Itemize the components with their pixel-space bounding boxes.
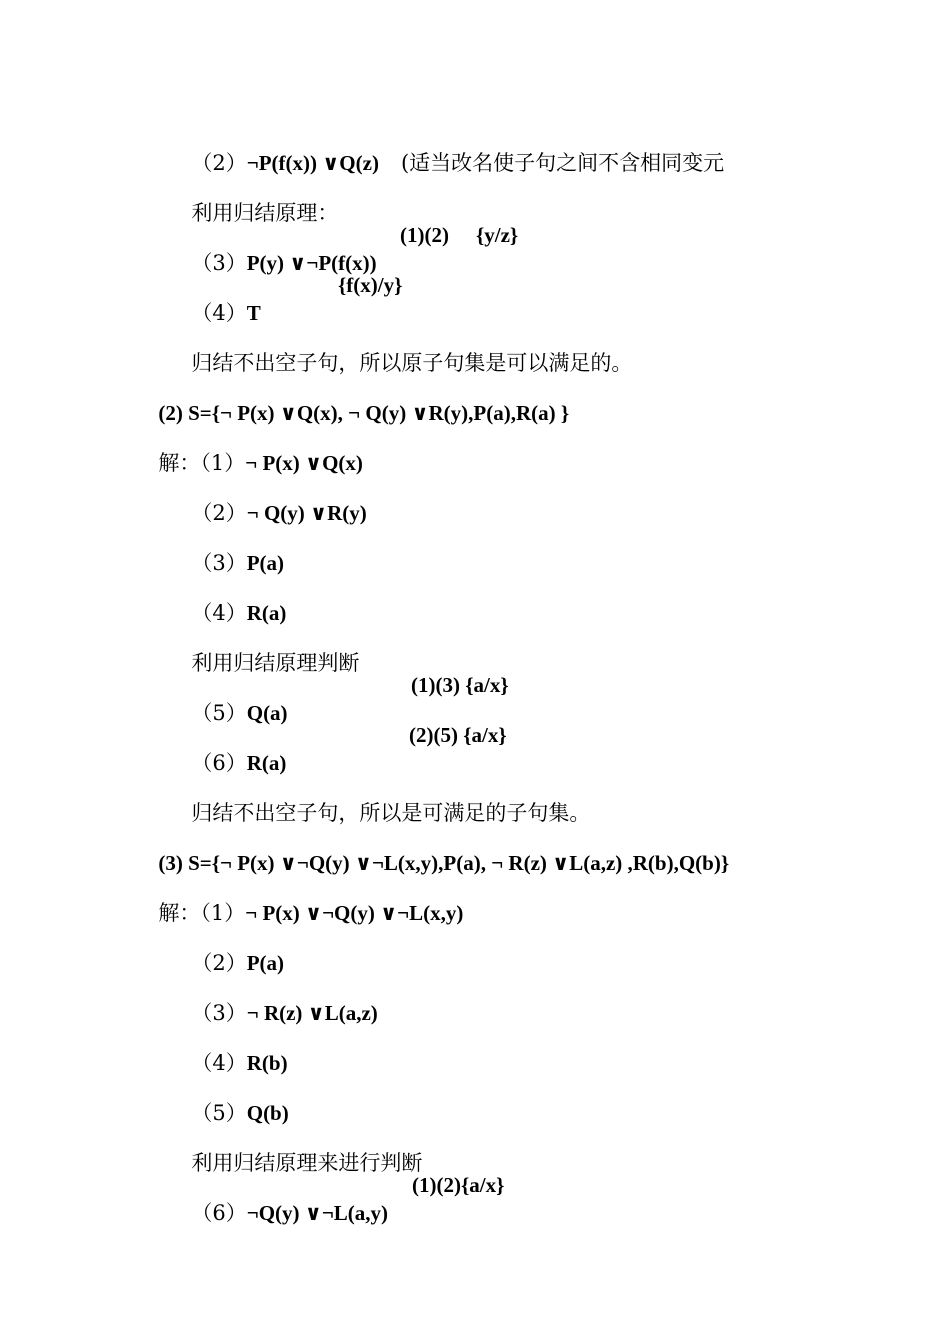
clause-formula: P(y) ∨¬P(f(x)): [246, 251, 377, 275]
clause-label: （6）: [191, 751, 247, 775]
clause-line-6: [178, 721, 286, 777]
clause-formula: R(b): [246, 1051, 288, 1075]
clause-formula: R(a): [246, 601, 287, 625]
text-line: [178, 171, 338, 227]
clause-label: （3）: [191, 1001, 247, 1025]
clause-line-3: [178, 521, 284, 577]
clause-line-5: [178, 1071, 289, 1127]
clause-label: （2）: [191, 951, 247, 975]
clause-label: （4）: [191, 1051, 247, 1075]
clause-formula: ¬ P(x) ∨Q(x): [245, 451, 363, 475]
clause-label: （5）: [191, 701, 247, 725]
clause-formula: Q(a): [246, 701, 288, 725]
clause-formula: ¬Q(y) ∨¬L(a,y): [246, 1201, 389, 1225]
clause-line-1: [145, 871, 463, 927]
heading-text: (3) S={¬ P(x) ∨¬Q(y) ∨¬L(x,y),P(a), ¬ R(z) ∨L(a,z) ,R(b),Q(b)}: [158, 851, 730, 875]
text-line: [178, 771, 590, 827]
problem-heading: [145, 371, 569, 427]
solution-prefix: 解：: [158, 901, 201, 925]
solution-prefix: 解：: [158, 451, 201, 475]
clause-label: （3）: [191, 551, 247, 575]
clause-line-1: [145, 421, 363, 477]
clause-formula: R(a): [246, 751, 287, 775]
clause-line-2: [178, 921, 284, 977]
clause-formula: ¬ Q(y) ∨R(y): [246, 501, 367, 525]
clause-label: （4）: [191, 601, 247, 625]
clause-label: （5）: [191, 1101, 247, 1125]
clause-parents: (2)(5) {a/x}: [409, 723, 507, 747]
clause-formula: ¬P(f(x)) ∨Q(z): [246, 151, 379, 175]
clause-parents: (1)(2){a/x}: [412, 1173, 505, 1197]
clause-line-4: [178, 271, 261, 327]
clause-note: (适当改名使子句之间不含相同变元: [400, 151, 725, 175]
clause-line-4: [178, 1021, 288, 1077]
clause-parents: (1)(2): [400, 223, 449, 247]
clause-formula: P(a): [246, 551, 285, 575]
clause-line-3: [178, 221, 377, 277]
text-line: [178, 621, 359, 677]
clause-parents: (1)(3) {a/x}: [411, 673, 509, 697]
clause-label: （1）: [200, 901, 246, 925]
clause-formula: Q(b): [246, 1101, 289, 1125]
clause-label: （4）: [191, 301, 247, 325]
clause-line-4: [178, 571, 286, 627]
clause-formula: P(a): [246, 951, 285, 975]
clause-line-2: [178, 471, 367, 527]
paragraph-text: 利用归结原理来进行判断: [191, 1151, 423, 1175]
clause-line-6: [178, 1171, 388, 1227]
clause-formula: T: [246, 301, 261, 325]
clause-line-2: [178, 121, 724, 177]
heading-text: (2) S={¬ P(x) ∨Q(x), ¬ Q(y) ∨R(y),P(a),R(a) }: [158, 401, 570, 425]
clause-line-3: [178, 971, 378, 1027]
clause-label: （2）: [191, 501, 247, 525]
paragraph-text: 利用归结原理：: [191, 201, 339, 225]
paragraph-text: 归结不出空子句，所以是可满足的子句集。: [191, 801, 591, 825]
paragraph-text: 利用归结原理判断: [191, 651, 360, 675]
clause-label: （3）: [191, 251, 247, 275]
clause-formula: ¬ R(z) ∨L(a,z): [246, 1001, 378, 1025]
problem-heading: [145, 821, 729, 877]
clause-label: （2）: [191, 151, 247, 175]
clause-label: （6）: [191, 1201, 247, 1225]
clause-formula: ¬ P(x) ∨¬Q(y) ∨¬L(x,y): [245, 901, 464, 925]
text-line: [178, 1121, 422, 1177]
text-line: [178, 321, 632, 377]
clause-substitution: {y/z}: [476, 223, 519, 247]
clause-label: （1）: [200, 451, 246, 475]
clause-line-5: [178, 671, 288, 727]
clause-substitution: {f(x)/y}: [338, 273, 403, 297]
paragraph-text: 归结不出空子句，所以原子句集是可以满足的。: [191, 351, 633, 375]
